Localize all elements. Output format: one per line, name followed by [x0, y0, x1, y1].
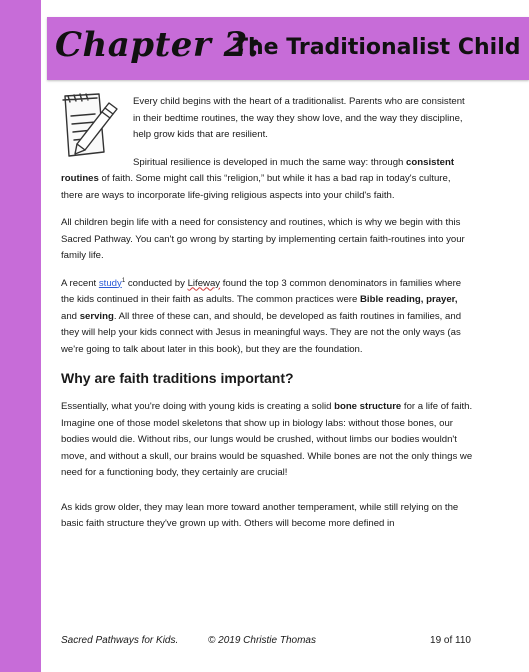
text-run: and	[61, 310, 80, 322]
bold-text: bone structure	[334, 401, 402, 412]
paragraph: All children begin life with a need for consistency and routines, which is why we begin with this Sacred Pathway. You can't go wrong by starting by implementing certain faith-routines into your family life.	[61, 217, 465, 261]
section-heading: Why are faith traditions important?	[61, 370, 294, 386]
left-accent-band	[0, 0, 41, 672]
page-content	[61, 94, 473, 544]
text-run: conducted by	[125, 277, 188, 289]
text-run: found the top 3 common denominators in families where the kids continued in their faith as adults. The common practices were	[61, 277, 462, 305]
chapter-header	[47, 17, 529, 80]
text-run: of faith. Some might call this “religion,” but while it has a bad rap in today's culture, there are ways to incorporate life-giving religious aspects into your child's faith.	[61, 173, 451, 201]
footer-book-title: Sacred Pathways for Kids.	[61, 635, 179, 646]
footnote-marker: 1	[121, 277, 126, 284]
study-link[interactable]: study	[98, 277, 122, 289]
intro-paragraph: Every child begins with the heart of a traditionalist. Parents who are consistent in their bedtime routines, the way they show love, and the way they discipline, help grow kids that are resilient.	[133, 96, 465, 140]
text-run: for a life of faith. Imagine one of those model skeletons that show up in biology labs: without those bones, our bodies would die. Without ribs, our lungs would be crushed, without limbs our bodies wouldn't move, and without a skull, our brains would be squashed. While bones are not the only things we need for a functioning body, they certainly are crucial!	[61, 401, 473, 478]
chapter-title: The Traditionalist Child	[233, 35, 521, 60]
text-run: A recent	[61, 277, 99, 289]
chapter-label: Chapter 2:	[55, 25, 261, 65]
paragraph	[61, 155, 473, 205]
bold-text: Bible reading, prayer,	[359, 294, 458, 305]
footer-page-number: 19 of 110	[430, 635, 471, 646]
notepad-pencil-icon	[55, 92, 121, 162]
text-run: Essentially, what you're doing with young kids is creating a solid	[61, 401, 335, 412]
footer-copyright: © 2019 Christie Thomas	[208, 635, 316, 646]
paragraph	[61, 276, 473, 359]
bold-text: serving	[79, 310, 114, 322]
text-run: . All three of these can, and should, be developed as faith routines in families, and they will help your kids connect with Jesus in meaningful ways. They are not the only ways (as we're going to talk about later in this book), but they are the foundation.	[61, 310, 462, 355]
bold-text: consistent routines	[61, 156, 455, 184]
lifeway-word: Lifeway	[187, 277, 221, 289]
paragraph: As kids grow older, they may lean more toward another temperament, while still relying on the basic faith structure they've grown up with. Others will become more defined in	[61, 501, 459, 529]
text-run: Spiritual resilience is developed in much the same way: through	[133, 156, 407, 168]
paragraph	[61, 399, 473, 482]
